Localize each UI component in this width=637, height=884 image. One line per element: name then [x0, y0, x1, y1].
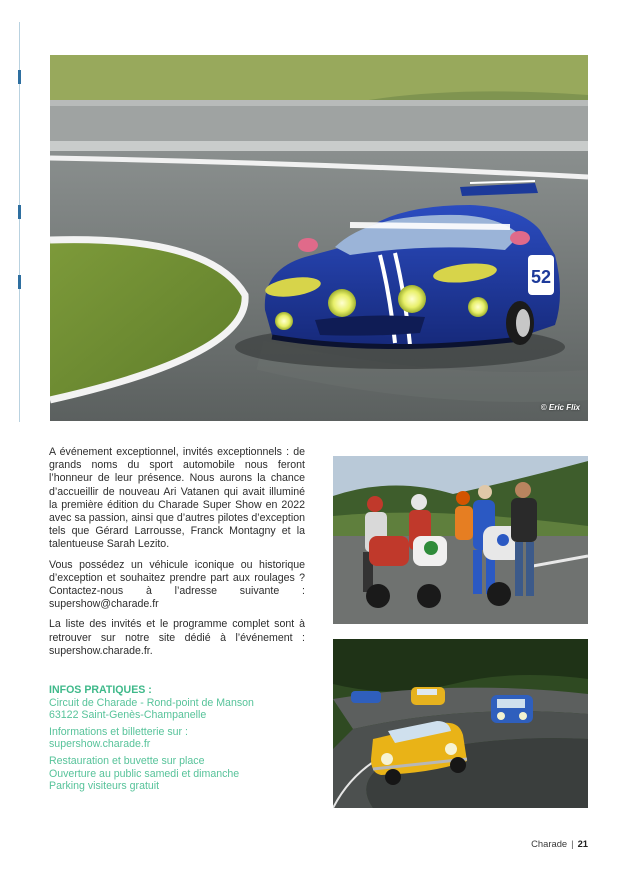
practical-info [49, 684, 309, 797]
tickets-line: Informations et billetterie sur : [49, 725, 188, 738]
services-line: Restauration et buvette sur place [49, 754, 205, 767]
services-line: Ouverture au public samedi et dimanche [49, 767, 240, 780]
margin-marker [18, 205, 21, 219]
page-number: 21 [577, 838, 588, 849]
motorcycle-riders-illustration [333, 456, 588, 624]
race-car-illustration [50, 55, 588, 421]
margin-marker [18, 70, 21, 84]
photo-vintage-cars [333, 639, 588, 808]
article-body [49, 446, 305, 658]
margin-marker [18, 275, 21, 289]
services-line: Parking visiteurs gratuit [49, 780, 160, 793]
vintage-cars-illustration [333, 639, 588, 808]
hero-photo-race-car [50, 55, 588, 421]
tickets-website-link[interactable]: supershow.charade.fr [49, 738, 151, 751]
paragraph-program: La liste des invités et le programme complet sont à retrouver sur notre site dédié à l’événement : supershow.charade.fr. [49, 618, 305, 657]
paragraph-contact: Vous possédez un véhicule iconique ou historique d’exception et souhaitez prendre part aux roulages ? Contactez-nous à l’adresse suivante : supershow@charade.fr [49, 558, 305, 611]
folio-separator: | [571, 838, 574, 849]
paragraph-guests: A événement exceptionnel, invités exceptionnels : de grands noms du sport automobile nous feront l’honneur de leur présence. Nous aurons la chance d’accueillir de nouveau Ari Vatanen qui avait illuminé la première édition du Charade Super Show en 2022 avec sa passion, ainsi que d’autres pilotes d’exception tels que Gérard Larrousse, Franck Montagny et la talentueuse Sarah Lezito. [49, 446, 305, 551]
address-line: Circuit de Charade - Rond-point de Manson [49, 696, 254, 709]
photo-credit: © Eric Flix [540, 403, 580, 412]
page-folio [531, 838, 588, 849]
photo-motorcycle-riders [333, 456, 588, 624]
car-number: 52 [530, 267, 552, 287]
folio-section: Charade [531, 838, 568, 849]
practical-info-heading: INFOS PRATIQUES : [49, 684, 152, 696]
address-line: 63122 Saint-Genès-Champanelle [49, 709, 207, 722]
